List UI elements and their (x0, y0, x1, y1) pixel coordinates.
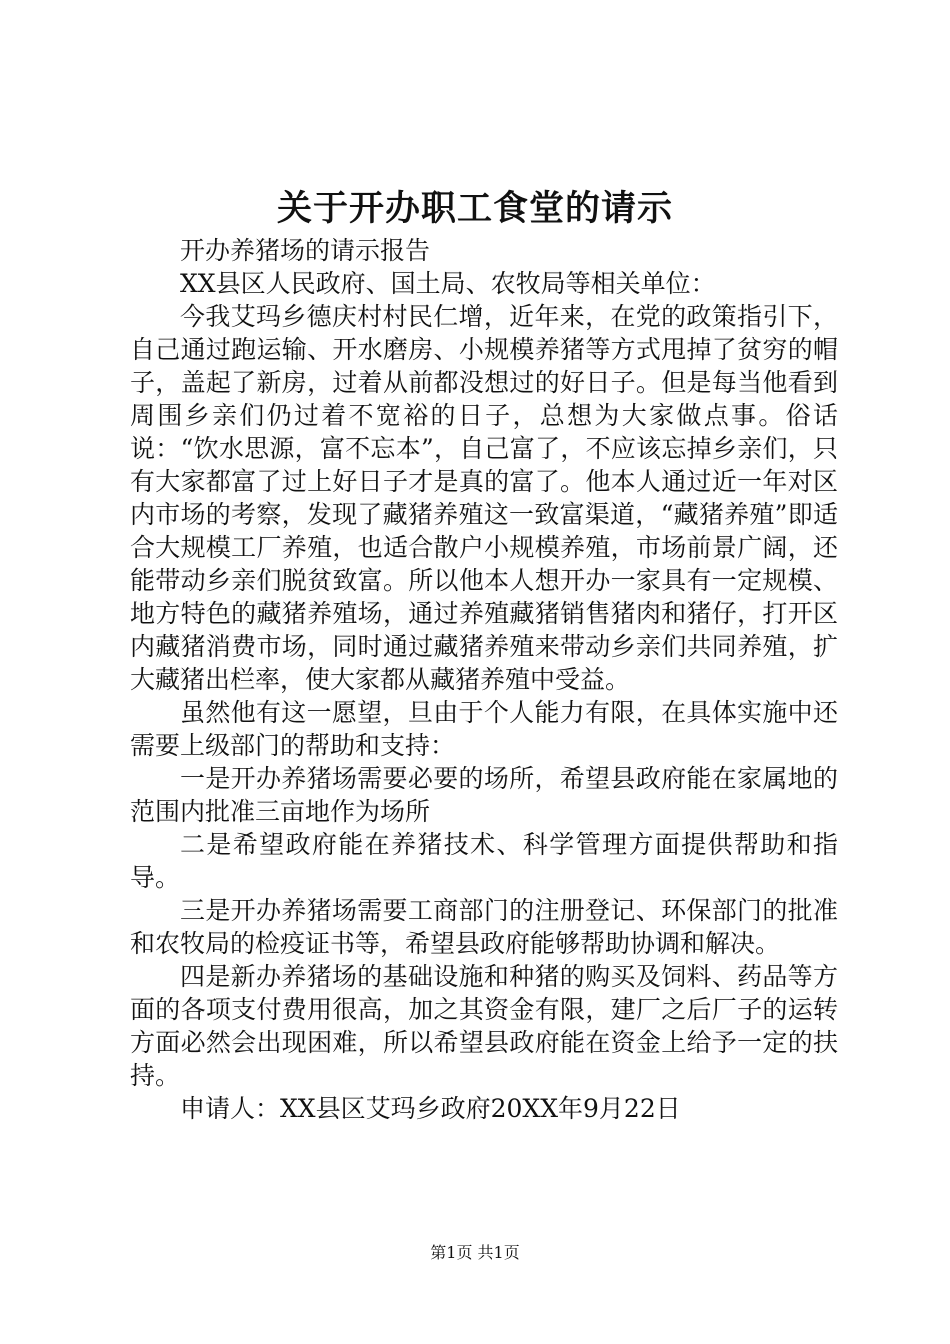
salutation: XX县区人民政府、国土局、农牧局等相关单位： (180, 269, 716, 298)
page-footer: 第1页 共1页 (430, 1243, 520, 1262)
paragraph-request-intro: 虽然他有这一愿望，旦由于个人能力有限，在具体实施中还需要上级部门的帮助和支持： (130, 698, 838, 760)
signature-line: 申请人：XX县区艾玛乡政府20XX年9月22日 (180, 1094, 681, 1123)
request-item-4: 四是新办养猪场的基础设施和种猪的购买及饲料、药品等方面的各项支付费用很高，加之其资金有限，建厂之后厂子的运转方面必然会出现困难，所以希望县政府能在资金上给予一定的扶持。 (130, 962, 838, 1090)
request-item-3: 三是开办养猪场需要工商部门的注册登记、环保部门的批准和农牧局的检疫证书等，希望县政府能够帮助协调和解决。 (130, 896, 838, 958)
request-item-2: 二是希望政府能在养猪技术、科学管理方面提供帮助和指导。 (130, 830, 838, 892)
document-body (130, 234, 838, 1125)
paragraph-background: 今我艾玛乡德庆村村民仁增，近年来，在党的政策指引下，自己通过跑运输、开水磨房、小规模养猪等方式甩掉了贫穷的帽子，盖起了新房，过着从前都没想过的好日子。但是每当他看到周围乡亲们仍过着不宽裕的日子，总想为大家做点事。俗话说：“饮水思源，富不忘本”，自己富了，不应该忘掉乡亲们，只有大家都富了过上好日子才是真的富了。他本人通过近一年对区内市场的考察，发现了藏猪养殖这一致富渠道，“藏猪养殖”即适合大规模工厂养殖，也适合散户小规模养殖，市场前景广阔，还能带动乡亲们脱贫致富。所以他本人想开办一家具有一定规模、地方特色的藏猪养殖场，通过养殖藏猪销售猪肉和猪仔，打开区内藏猪消费市场，同时通过藏猪养殖来带动乡亲们共同养殖，扩大藏猪出栏率，使大家都从藏猪养殖中受益。 (130, 302, 838, 694)
report-heading: 开办养猪场的请示报告 (180, 236, 431, 265)
document-title: 关于开办职工食堂的请示 (276, 188, 673, 229)
request-item-1: 一是开办养猪场需要必要的场所，希望县政府能在家属地的范围内批准三亩地作为场所 (130, 764, 838, 826)
